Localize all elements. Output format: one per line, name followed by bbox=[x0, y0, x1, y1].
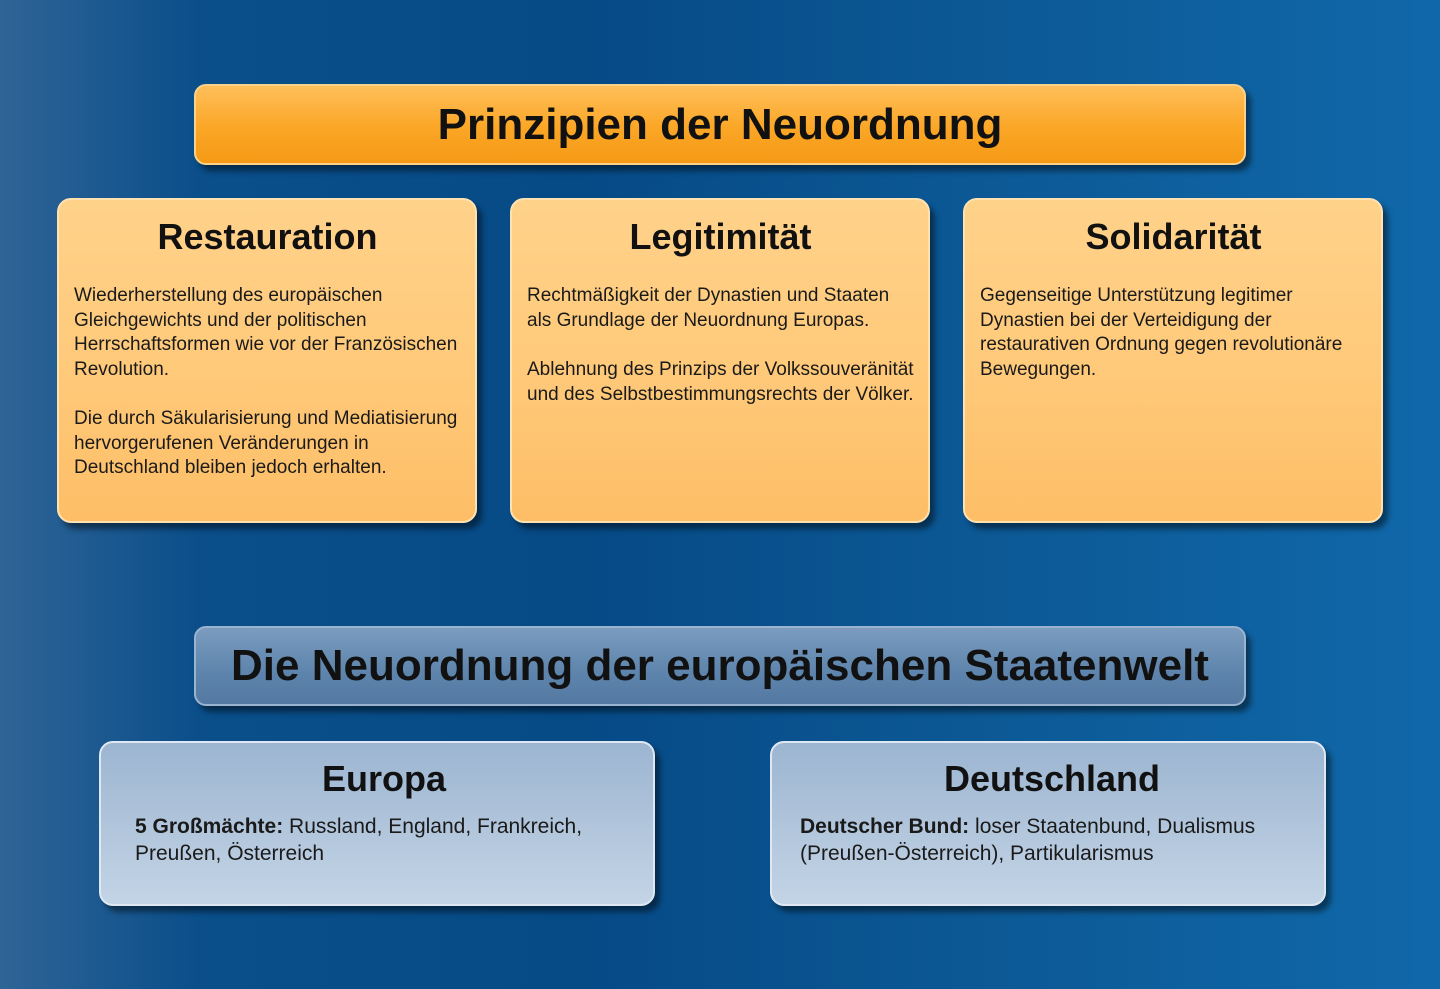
region-card-deutschland bbox=[770, 741, 1326, 906]
region-text bbox=[135, 813, 633, 867]
principle-text: Gegenseitige Unterstützung legitimer Dynastien bei der Verteidigung der restaurativen Ordnung gegen revolutionäre Bewegungen. bbox=[980, 285, 1343, 380]
principle-card-restauration bbox=[57, 198, 477, 523]
principle-text: Die durch Säkularisierung und Mediatisierung hervorgerufenen Veränderungen in Deutschland bleiben jedoch erhalten. bbox=[74, 408, 458, 478]
principle-text: Wiederherstellung des europäischen Gleichgewichts und der politischen Herrschaftsformen wie vor der Französischen Revolution. bbox=[74, 285, 458, 380]
principle-title: Legitimität bbox=[629, 216, 812, 257]
principles-banner-title: Prinzipien der Neuordnung bbox=[437, 99, 1003, 149]
region-detail: loser Staatenbund, Dualismus (Preußen-Österreich), Partikularismus bbox=[800, 815, 1256, 865]
region-detail: Russland, England, Frankreich, Preußen, Österreich bbox=[135, 815, 583, 865]
principle-card-solidaritaet bbox=[963, 198, 1383, 523]
region-title: Deutschland bbox=[943, 758, 1161, 799]
region-card-europa bbox=[99, 741, 655, 906]
region-text bbox=[800, 813, 1304, 867]
region-lead: Deutscher Bund: bbox=[800, 815, 970, 838]
principle-text: Rechtmäßigkeit der Dynastien und Staaten als Grundlage der Neuordnung Europas. bbox=[527, 285, 890, 331]
staatenwelt-banner bbox=[194, 626, 1246, 706]
principles-banner bbox=[194, 84, 1246, 165]
principle-title: Restauration bbox=[157, 216, 378, 257]
principle-card-legitimitaet bbox=[510, 198, 930, 523]
region-title: Europa bbox=[321, 758, 446, 799]
principle-title: Solidarität bbox=[1085, 216, 1262, 257]
principle-text: Ablehnung des Prinzips der Volkssouveränität und des Selbstbestimmungsrechts der Völker. bbox=[527, 359, 914, 405]
region-lead: 5 Großmächte: bbox=[135, 815, 284, 838]
staatenwelt-banner-title: Die Neuordnung der europäischen Staatenwelt bbox=[231, 641, 1209, 690]
